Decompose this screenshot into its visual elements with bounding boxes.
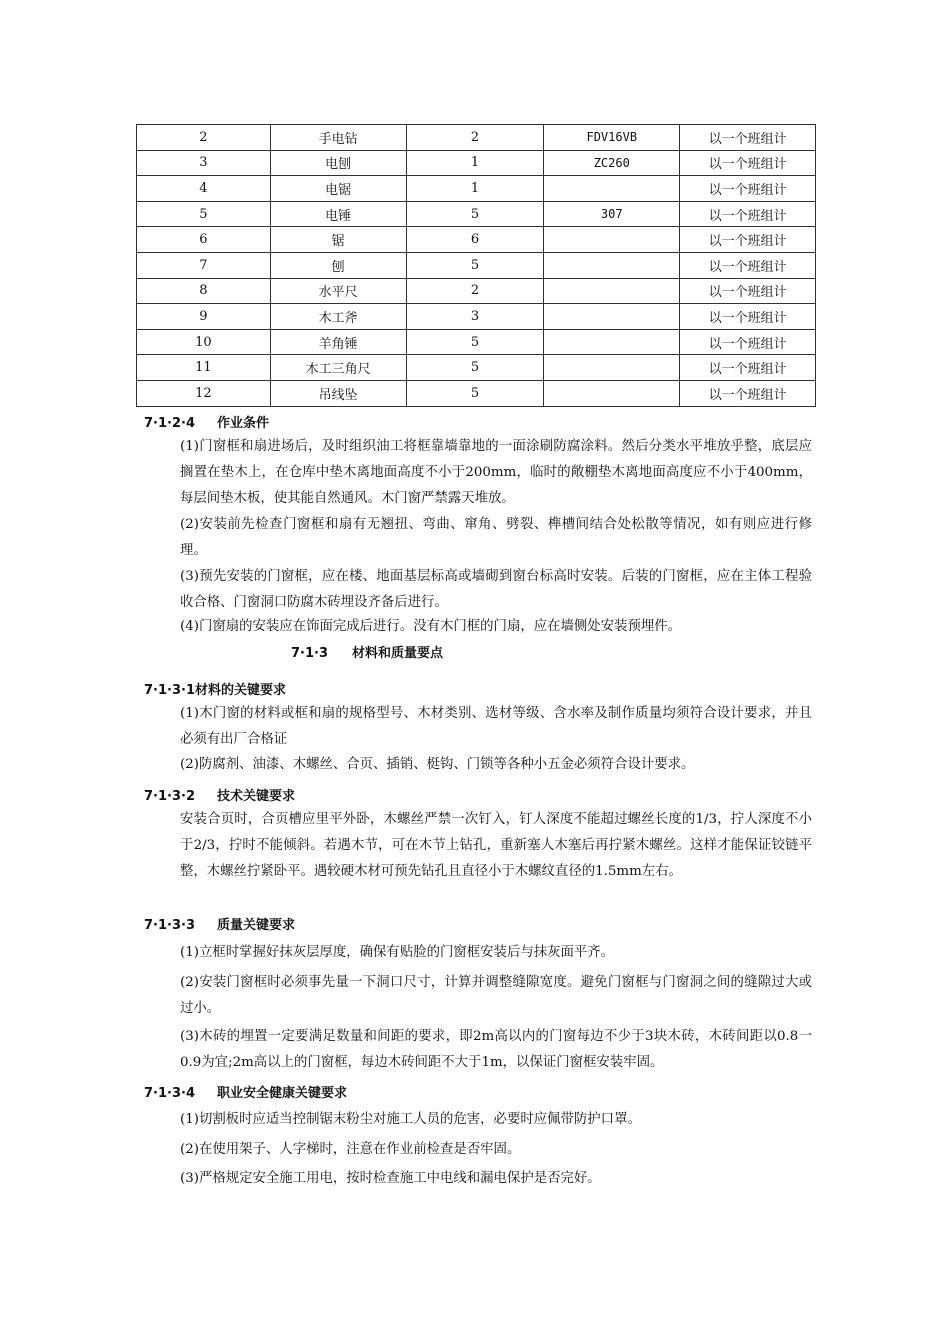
table-cell <box>544 176 680 202</box>
section-heading-7133 <box>144 914 295 933</box>
paragraph: (1)切割板时应适当控制锯末粉尘对施工人员的危害，必要时应佩带防护口罩。 <box>180 1112 641 1127</box>
table-cell: 11 <box>137 355 271 381</box>
table-cell <box>544 355 680 381</box>
paragraph: (3)严格规定安全施工用电，按时检查施工中电线和漏电保护是否完好。 <box>180 1171 601 1186</box>
table-cell: 307 <box>544 201 680 227</box>
table-cell: 以一个班组计 <box>680 252 816 278</box>
table-cell: 6 <box>137 227 271 253</box>
table-cell: 1 <box>406 150 544 176</box>
table-row <box>137 304 816 330</box>
section-number: 7·1·3 <box>291 646 329 661</box>
table-cell: 锯 <box>270 227 406 253</box>
table-cell: 以一个班组计 <box>680 380 816 406</box>
table-cell <box>544 252 680 278</box>
section-title: 质量关键要求 <box>217 918 296 933</box>
paragraph: (2)安装门窗框时必须事先量一下洞口尺寸，计算并调整缝隙宽度。避免门窗框与门窗洞之间的缝隙过大或过小。 <box>180 975 812 1016</box>
table-row <box>137 227 816 253</box>
table-cell: 水平尺 <box>270 278 406 304</box>
table-cell: 木工斧 <box>270 304 406 330</box>
table-cell: 2 <box>406 125 544 151</box>
table-row <box>137 278 816 304</box>
section-heading-7124 <box>144 412 269 431</box>
table-cell: 5 <box>137 201 271 227</box>
table-cell: 2 <box>406 278 544 304</box>
table-cell: 6 <box>406 227 544 253</box>
table-cell: 以一个班组计 <box>680 201 816 227</box>
section-heading-7134 <box>144 1082 347 1101</box>
section-title: 职业安全健康关键要求 <box>217 1086 348 1101</box>
table-cell: FDV16VB <box>544 125 680 151</box>
table-cell: 5 <box>406 252 544 278</box>
table-cell: ZC260 <box>544 150 680 176</box>
paragraph: 安装合页时，合页槽应里平外卧，木螺丝严禁一次钉入，钉人深度不能超过螺丝长度的1/3，拧人深度不小于2/3，拧时不能倾斜。若遇木节，可在木节上钻孔，重新塞人木塞后再拧紧木螺丝。这样才能保证铰链平整，木螺丝拧紧卧平。遇较硬木材可预先钻孔且直径小于木螺纹直径的1.5mm左右。 <box>180 812 812 879</box>
table-cell: 以一个班组计 <box>680 278 816 304</box>
table-cell: 1 <box>406 176 544 202</box>
table-cell: 5 <box>406 355 544 381</box>
table-cell: 手电钻 <box>270 125 406 151</box>
section-heading-7132 <box>144 785 295 804</box>
table-cell: 羊角锤 <box>270 329 406 355</box>
table-row <box>137 176 816 202</box>
section-number: 7·1·2·4 <box>144 416 195 431</box>
table-cell: 12 <box>137 380 271 406</box>
table-cell: 4 <box>137 176 271 202</box>
table-row <box>137 355 816 381</box>
tools-table <box>136 124 816 407</box>
table-cell: 刨 <box>270 252 406 278</box>
table-row <box>137 125 816 151</box>
table-cell: 电锯 <box>270 176 406 202</box>
table-cell: 以一个班组计 <box>680 329 816 355</box>
section-number: 7·1·3·3 <box>144 918 195 933</box>
section-heading-713 <box>291 642 443 661</box>
table-cell: 8 <box>137 278 271 304</box>
table-cell: 以一个班组计 <box>680 150 816 176</box>
section-title: 技术关键要求 <box>217 789 296 804</box>
paragraph: (4)门窗扇的安装应在饰面完成后进行。没有木门框的门扇，应在墙侧处安装预埋件。 <box>180 619 682 634</box>
table-cell: 以一个班组计 <box>680 304 816 330</box>
table-row <box>137 329 816 355</box>
section-number: 7·1·3·2 <box>144 789 195 804</box>
table-cell: 以一个班组计 <box>680 227 816 253</box>
section-number: 7·1·3·4 <box>144 1086 195 1101</box>
paragraph: (1)立框时掌握好抹灰层厚度，确保有贴脸的门窗框安装后与抹灰面平齐。 <box>180 945 615 960</box>
table-cell: 7 <box>137 252 271 278</box>
table-cell <box>544 380 680 406</box>
table-cell: 10 <box>137 329 271 355</box>
table-cell: 5 <box>406 329 544 355</box>
section-title: 作业条件 <box>217 416 270 431</box>
paragraph: (3)木砖的埋置一定要满足数量和间距的要求，即2m高以内的门窗每边不少于3块木砖，木砖间距以0.8一0.9为宜;2m高以上的门窗框，每边木砖间距不大于1m，以保证门窗框安装牢固。 <box>180 1029 812 1070</box>
table-row <box>137 252 816 278</box>
table-cell: 以一个班组计 <box>680 176 816 202</box>
table-cell: 电锤 <box>270 201 406 227</box>
table-cell <box>544 278 680 304</box>
table-cell: 9 <box>137 304 271 330</box>
table-cell: 电刨 <box>270 150 406 176</box>
table-cell <box>544 329 680 355</box>
table-cell: 5 <box>406 201 544 227</box>
section-heading-7131 <box>144 679 286 698</box>
paragraph: (1)门窗框和扇进场后，及时组织油工将框靠墙靠地的一面涂刷防腐涂料。然后分类水平堆放乎整，底层应搁置在垫木上，在仓库中垫木离地面高度不小于200mm，临时的敞棚垫木离地面高度应不小于400mm，每层间垫木板，使其能自然通风。木门窗严禁露天堆放。 <box>180 439 812 506</box>
table-row <box>137 201 816 227</box>
table-cell: 5 <box>406 380 544 406</box>
table-cell: 木工三角尺 <box>270 355 406 381</box>
table-cell <box>544 304 680 330</box>
paragraph: (2)在使用架子、人字梯时，注意在作业前检查是否牢固。 <box>180 1142 521 1157</box>
table-cell <box>544 227 680 253</box>
table-row <box>137 380 816 406</box>
table-cell: 3 <box>137 150 271 176</box>
section-title: 7·1·3·1材料的关键要求 <box>144 683 286 698</box>
table-cell: 以一个班组计 <box>680 125 816 151</box>
table-cell: 以一个班组计 <box>680 355 816 381</box>
table-cell: 3 <box>406 304 544 330</box>
paragraph: (2)防腐剂、油漆、木螺丝、合页、插销、梃钩、门锁等各种小五金必须符合设计要求。 <box>180 757 695 772</box>
paragraph: (2)安装前先检查门窗框和扇有无翘扭、弯曲、窜角、劈裂、榫槽间结合处松散等情况，如有则应进行修理。 <box>180 517 812 558</box>
section-title: 材料和质量要点 <box>352 646 444 661</box>
paragraph: (3)预先安装的门窗框，应在楼、地面基层标高或墙砌到窗台标高时安装。后装的门窗框，应在主体工程验收合格、门窗洞口防腐木砖埋设齐备后进行。 <box>180 569 812 610</box>
table-cell: 吊线坠 <box>270 380 406 406</box>
paragraph: (1)木门窗的材料或框和扇的规格型号、木材类别、选材等级、含水率及制作质量均须符合设计要求，并且必须有出厂合格证 <box>180 706 812 747</box>
table-cell: 2 <box>137 125 271 151</box>
table-row <box>137 150 816 176</box>
